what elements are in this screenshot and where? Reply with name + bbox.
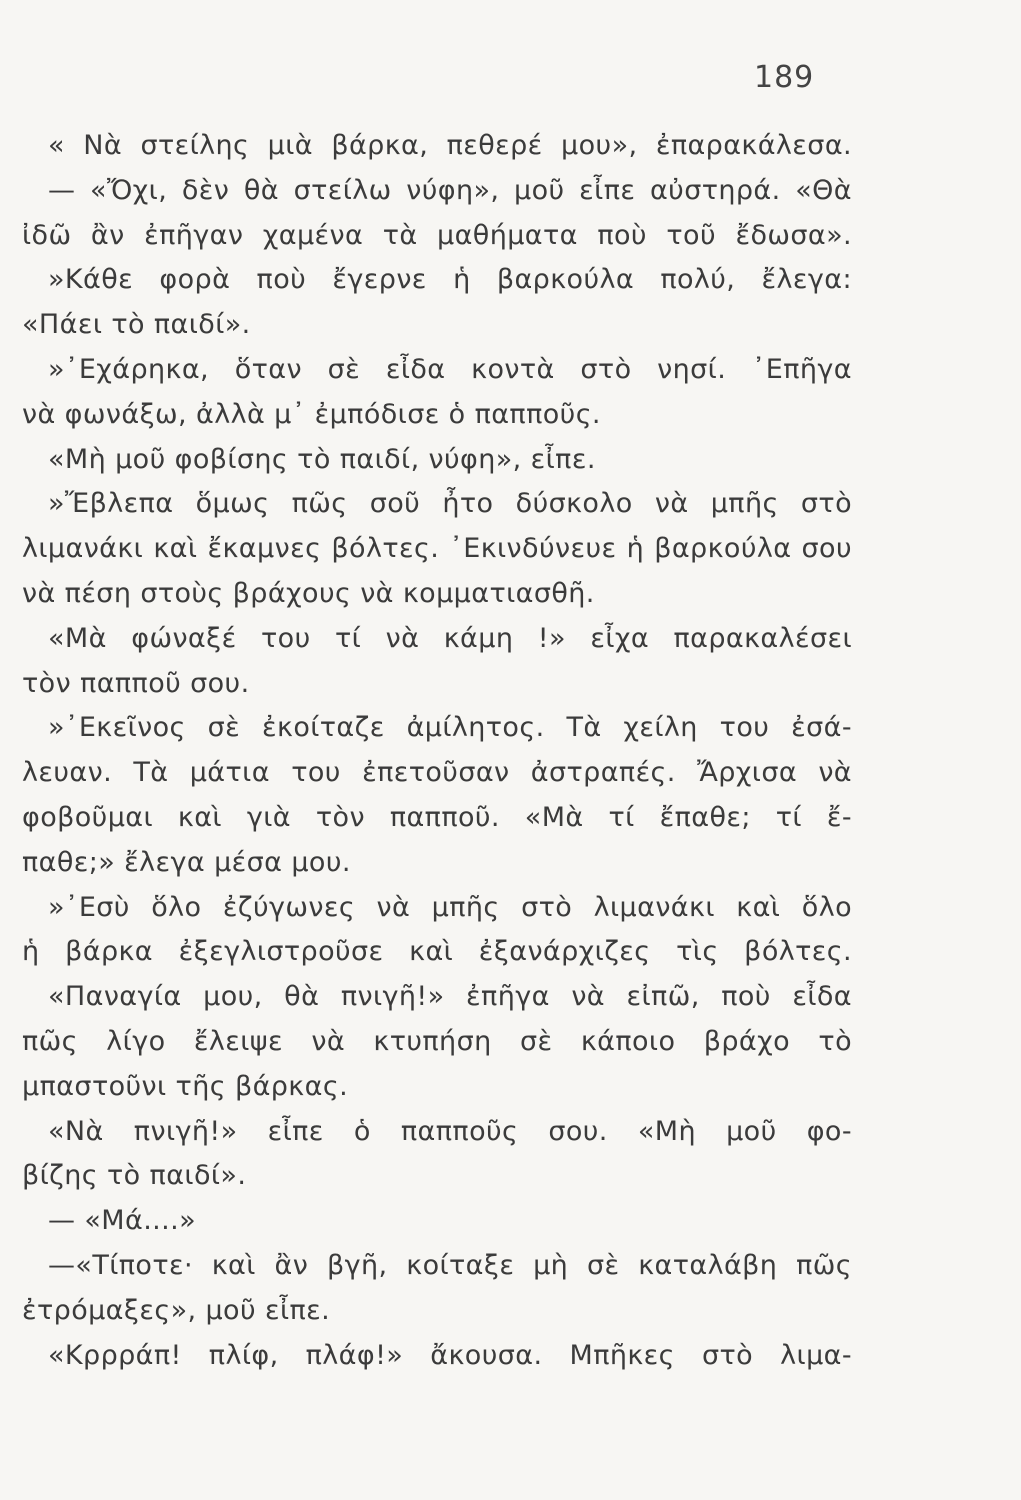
text-line: ἐτρόμαξες», μοῦ εἶπε. [22, 1294, 331, 1326]
text-line: ἡ βάρκα ἐξεγλιστροῦσε καὶ ἐξανάρχιζες τὶς βόλτες. [22, 936, 852, 968]
text-line: λιμανάκι καὶ ἔκαμνες βόλτες. ᾿Εκινδύνευε ἡ βαρκούλα σου [22, 533, 852, 565]
text-line: «Κρρράπ! πλίφ, πλάφ!» ἄκουσα. Μπῆκες στὸ λιμα- [48, 1339, 852, 1371]
text-line: μπαστοῦνι τῆς βάρκας. [22, 1070, 349, 1102]
text-line: »Κάθε φορὰ ποὺ ἔγερνε ἡ βαρκούλα πολύ, ἔλεγα: [48, 264, 852, 296]
text-line: λευαν. Τὰ μάτια του ἐπετοῦσαν ἀστραπές. Ἄρχισα νὰ [22, 757, 852, 789]
text-line: — «Μά....» [48, 1205, 197, 1237]
text-line: »᾿Εσὺ ὅλο ἐζύγωνες νὰ μπῆς στὸ λιμανάκι καὶ ὅλο [48, 891, 852, 923]
text-line: ἰδῶ ἂν ἐπῆγαν χαμένα τὰ μαθήματα ποὺ τοῦ ἔδωσα». [22, 219, 852, 251]
text-line: βίζης τὸ παιδί». [22, 1160, 247, 1192]
text-line: «Νὰ πνιγῆ!» εἶπε ὁ παπποῦς σου. «Μὴ μοῦ φο- [48, 1115, 852, 1147]
text-line: νὰ φωνάξω, ἀλλὰ μ᾿ ἐμπόδισε ὁ παπποῦς. [22, 398, 601, 430]
text-line: — «Ὄχι, δὲν θὰ στείλω νύφη», μοῦ εἶπε αὐστηρά. «Θὰ [48, 174, 852, 206]
text-line: «Μὴ μοῦ φοβίσης τὸ παιδί, νύφη», εἶπε. [48, 443, 596, 475]
text-line: «Μὰ φώναξέ του τί νὰ κάμη !» εἶχα παρακαλέσει [48, 622, 852, 654]
text-line: « Νὰ στείλης μιὰ βάρκα, πεθερέ μου», ἐπαρακάλεσα. [48, 130, 852, 161]
body-text [22, 124, 852, 1378]
page-number: 189 [754, 60, 815, 95]
text-line: »Ἔβλεπα ὅμως πῶς σοῦ ἦτο δύσκολο νὰ μπῆς στὸ [48, 488, 852, 520]
text-line: νὰ πέση στοὺς βράχους νὰ κομματιασθῆ. [22, 577, 595, 609]
text-line: »᾿Εχάρηκα, ὅταν σὲ εἶδα κοντὰ στὸ νησί. ᾿Επῆγα [48, 353, 852, 385]
text-line: φοβοῦμαι καὶ γιὰ τὸν παπποῦ. «Μὰ τί ἔπαθε; τί ἔ- [22, 801, 852, 833]
text-line: παθε;» ἔλεγα μέσα μου. [22, 846, 351, 878]
text-line: πῶς λίγο ἔλειψε νὰ κτυπήση σὲ κάποιο βράχο τὸ [22, 1025, 852, 1057]
text-line: τὸν παπποῦ σου. [22, 667, 250, 699]
text-line: «Παναγία μου, θὰ πνιγῆ!» ἐπῆγα νὰ εἰπῶ, ποὺ εἶδα [48, 981, 852, 1013]
text-line: »᾿Εκεῖνος σὲ ἐκοίταζε ἀμίλητος. Τὰ χείλη του ἐσά- [48, 712, 852, 744]
text-line: «Πάει τὸ παιδί». [22, 309, 251, 341]
text-line: —«Τίποτε· καὶ ἂν βγῆ, κοίταξε μὴ σὲ καταλάβη πῶς [48, 1249, 852, 1281]
